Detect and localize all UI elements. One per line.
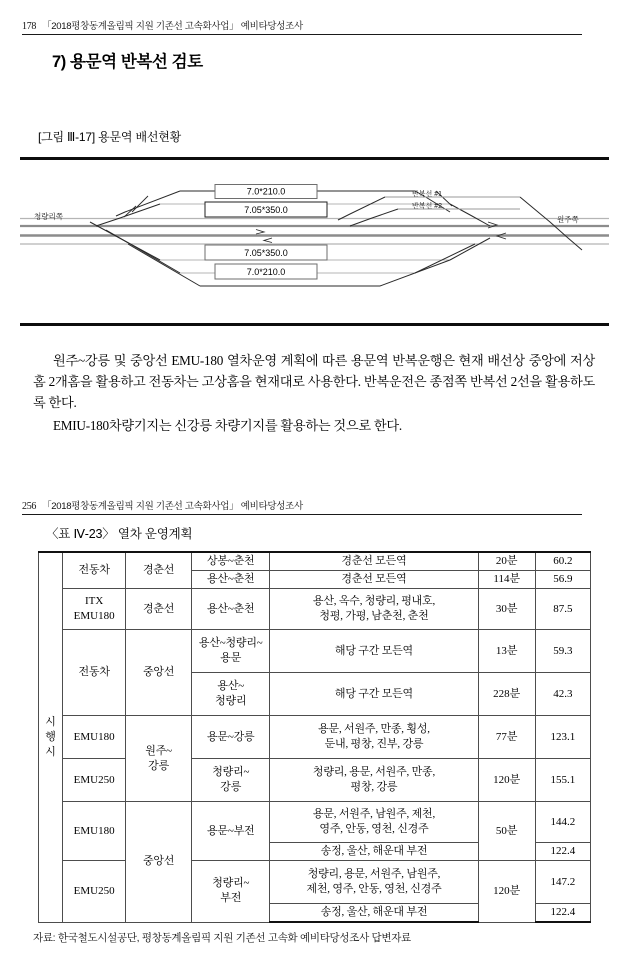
cell-headway: 120분 bbox=[478, 861, 535, 923]
cell-stops: 용문, 서원주, 남원주, 제천, 영주, 안동, 영천, 신경주 bbox=[270, 802, 478, 843]
cell-section: 상봉~춘천 bbox=[192, 552, 270, 571]
cell-type: EMU250 bbox=[63, 759, 126, 802]
cell-headway: 30분 bbox=[478, 589, 535, 630]
cell-distance-extra: 122.4 bbox=[535, 904, 590, 923]
cell-headway: 228분 bbox=[478, 673, 535, 716]
cell-type: ITX EMU180 bbox=[63, 589, 126, 630]
cell-stops: 청량리, 용문, 서원주, 만종, 평창, 강릉 bbox=[270, 759, 478, 802]
cell-distance: 60.2 bbox=[535, 552, 590, 571]
figure-caption: [그림 Ⅲ-17] 용문역 배선현황 bbox=[38, 130, 182, 144]
cell-section: 용문~부전 bbox=[192, 802, 270, 861]
cell-type: EMU180 bbox=[63, 716, 126, 759]
page-header-title-2: 「2018평창동계올림픽 지원 기존선 고속화사업」 예비타당성조사 bbox=[42, 501, 303, 512]
cell-type: EMU250 bbox=[63, 861, 126, 923]
cell-distance: 56.9 bbox=[535, 571, 590, 589]
body-paragraph-1: 원주~강릉 및 중앙선 EMU-180 열차운영 계획에 따른 용문역 반복운행은 현재 배선상 중앙에 저상홈 2개홈을 활용하고 전동차는 고상홈을 현재대로 사용한다. 반복운전은 종점쪽 반복선 2선을 활용하도록 한다. bbox=[33, 353, 595, 410]
page-header-256 bbox=[22, 498, 582, 515]
page-header-title: 「2018평창동계올림픽 지원 기존선 고속화사업」 예비타당성조사 bbox=[42, 21, 303, 32]
cell-distance: 123.1 bbox=[535, 716, 590, 759]
cell-section: 용문~강릉 bbox=[192, 716, 270, 759]
cell-type: EMU180 bbox=[63, 802, 126, 861]
train-operation-plan-table bbox=[38, 551, 591, 923]
cell-distance: 59.3 bbox=[535, 630, 590, 673]
cell-line: 중앙선 bbox=[126, 802, 192, 923]
cell-distance: 147.2 bbox=[535, 861, 590, 904]
page-number: 178 bbox=[22, 21, 37, 32]
cell-line: 경춘선 bbox=[126, 589, 192, 630]
cell-section: 용산~춘천 bbox=[192, 589, 270, 630]
cell-headway: 20분 bbox=[478, 552, 535, 571]
cell-stops: 경춘선 모든역 bbox=[270, 571, 478, 589]
cell-headway: 114분 bbox=[478, 571, 535, 589]
cell-headway: 50분 bbox=[478, 802, 535, 861]
cell-distance: 42.3 bbox=[535, 673, 590, 716]
cell-stops: 해당 구간 모든역 bbox=[270, 630, 478, 673]
cell-line: 중앙선 bbox=[126, 630, 192, 716]
cell-distance-extra: 122.4 bbox=[535, 843, 590, 861]
right-side-label: 원주쪽 bbox=[557, 215, 579, 224]
cell-section: 청량리~ 부전 bbox=[192, 861, 270, 923]
body-paragraph-2: EMIU-180차량기지는 신강릉 차량기지를 활용하는 것으로 한다. bbox=[53, 418, 402, 433]
section-title: 7) 용문역 반복선 검토 bbox=[52, 53, 203, 71]
figure-rule-bottom bbox=[20, 323, 609, 326]
table-row bbox=[39, 589, 591, 630]
table-row bbox=[39, 802, 591, 843]
table-row bbox=[39, 552, 591, 571]
cell-stops: 경춘선 모든역 bbox=[270, 552, 478, 571]
table-row bbox=[39, 630, 591, 673]
table-caption: 〈표 Ⅳ-23〉 열차 운영계획 bbox=[46, 527, 193, 541]
cell-headway: 120분 bbox=[478, 759, 535, 802]
table-row bbox=[39, 861, 591, 904]
platform-label-2: 7.05*350.0 bbox=[244, 248, 288, 258]
table-row bbox=[39, 759, 591, 802]
platform-label-0: 7.0*210.0 bbox=[246, 186, 286, 197]
cell-stops-extra: 송정, 울산, 해운대 부전 bbox=[270, 843, 478, 861]
left-side-label: 청량리쪽 bbox=[34, 212, 63, 221]
track-layout-diagram bbox=[20, 160, 609, 322]
cell-type: 전동차 bbox=[63, 552, 126, 589]
cell-distance: 155.1 bbox=[535, 759, 590, 802]
cell-section: 용산~ 청량리 bbox=[192, 673, 270, 716]
table-row bbox=[39, 716, 591, 759]
cell-distance: 144.2 bbox=[535, 802, 590, 843]
phase-char-2: 시 bbox=[45, 745, 56, 758]
cell-type: 전동차 bbox=[63, 630, 126, 716]
phase-char-0: 시 bbox=[45, 715, 56, 728]
cell-stops: 용문, 서원주, 만종, 횡성, 둔내, 평창, 진부, 강릉 bbox=[270, 716, 478, 759]
cell-section: 용산~춘천 bbox=[192, 571, 270, 589]
table-source-note: 자료: 한국철도시설공단, 평창동계올림픽 지원 기존선 고속화 예비타당성조사 답변자료 bbox=[33, 932, 411, 944]
cell-distance: 87.5 bbox=[535, 589, 590, 630]
cell-headway: 13분 bbox=[478, 630, 535, 673]
cell-stops: 용산, 옥수, 청량리, 평내호, 청평, 가평, 남춘천, 춘천 bbox=[270, 589, 478, 630]
cell-line: 원주~ 강릉 bbox=[126, 716, 192, 802]
cell-stops: 청량리, 용문, 서원주, 남원주, 제천, 영주, 안동, 영천, 신경주 bbox=[270, 861, 478, 904]
cell-line: 경춘선 bbox=[126, 552, 192, 589]
cell-section: 청량리~ 강릉 bbox=[192, 759, 270, 802]
cell-stops-extra: 송정, 울산, 해운대 부전 bbox=[270, 904, 478, 923]
page-header-178 bbox=[22, 18, 582, 35]
siding-label-2: 반복선 #2 bbox=[412, 203, 443, 210]
phase-char-1: 행 bbox=[45, 730, 56, 743]
platform-label-3: 7.0*210.0 bbox=[246, 267, 286, 277]
page-number-2: 256 bbox=[22, 501, 37, 512]
cell-headway: 77분 bbox=[478, 716, 535, 759]
cell-stops: 해당 구간 모든역 bbox=[270, 673, 478, 716]
phase-label-cell bbox=[39, 552, 63, 922]
siding-label-1: 반복선 #1 bbox=[412, 191, 443, 198]
cell-section: 용산~청량리~ 용문 bbox=[192, 630, 270, 673]
platform-label-1: 7.05*350.0 bbox=[244, 205, 288, 215]
